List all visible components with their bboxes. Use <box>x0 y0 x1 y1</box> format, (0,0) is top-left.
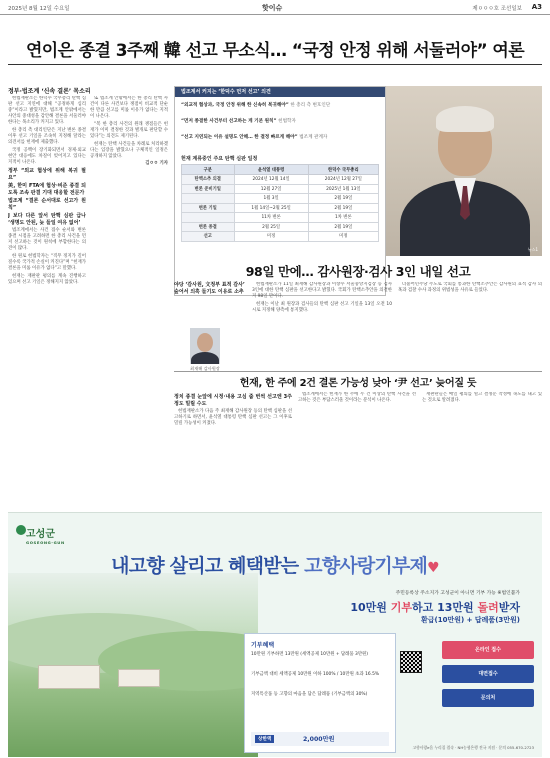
mug-face-shape <box>197 333 213 352</box>
limit-bar <box>251 732 389 746</box>
contact-button[interactable]: 문의처 <box>442 689 534 707</box>
section-rule <box>174 371 542 372</box>
promo-text: 돌려 <box>477 601 499 614</box>
mugshot-caption: 최재해 감사원장 <box>190 366 220 371</box>
table-cell: 1월 3일 <box>234 194 308 204</box>
section-name: 핫이슈 <box>262 4 283 12</box>
reporter-name: 김ㅇㅇ 기자 <box>145 161 168 167</box>
main-headline: 연이은 종결 3주째 韓 선고 무소식… “국정 안정 위해 서둘러야” 여론 <box>25 41 525 61</box>
table-row <box>182 175 379 185</box>
ad-brand-name: 고성군 <box>26 529 55 540</box>
paragraph: 헌법재판소는 한덕수 국무총리 탄핵 심판 선고 지연에 대해 “공정하게 심리 중”이라고 밝혔지만, 법조계 안팎에서는 사안의 중대성을 감안해 결론을 서둘러야 한다는 목소리가 커지고 있다. <box>8 96 86 126</box>
ad-promo <box>350 599 520 615</box>
left-subhead-2b: J 보다 다른 앞서 탄핵 심판 급나 ‘생명도 안된, 늦 들일 여유 없어’ <box>8 213 86 226</box>
paragraph: 헌재는 탄핵 사건들을 차례로 처리하겠다는 입장을 밝혔으나 구체적인 일정은 공개하지 않았다. <box>90 141 168 159</box>
benefit-card-title: 기부혜택 <box>251 642 275 649</box>
paragraph: 더불어민주당 주도로 국회를 통과한 탄핵소추안은 감사원의 표적 감사 의혹과 검찰 수사 과정의 위법성을 사유로 들었다. <box>398 282 542 294</box>
ad-title-part1: 내고향 살리고 혜택받는 <box>111 555 305 577</box>
table-cell: 2024년 12월 27일 <box>308 175 378 185</box>
table-cell: 변론 준비기일 <box>182 184 235 194</box>
paragraph: 헌법재판소가 11일 최재해 감사원장과 이창수 서울중앙지검장 등 검사 3인에 대한 탄핵 심판을 선고한다고 밝혔다. 국회가 탄핵소추안을 의결한 지 98일 만이다. <box>252 282 392 300</box>
benefit-row: 지역특산품 등 고향의 마음을 담은 답례품 (기부금액의 30%) <box>251 692 368 697</box>
ad-title <box>8 551 542 578</box>
promo-text: 받자 <box>498 601 520 614</box>
paragraph: 헌재는 재판관 평의를 계속 진행하고 있으며 선고 기일은 정해지지 않았다. <box>8 273 86 285</box>
third-article-col2 <box>298 392 416 504</box>
paragraph: 법조계에서는 헌재가 한 주에 두 건 이상의 탄핵 사건을 선고하는 것은 부담스러울 것이라는 분석이 나온다. <box>298 392 416 404</box>
third-subhead: 정치 종결 눈앞에 시정·내용 고심 줍 번씩 선고엔 3주 정도 밀릴 수도 <box>174 394 292 407</box>
table-cell: 2월 19일 <box>308 194 378 204</box>
page-header <box>0 0 550 15</box>
table-cell: 2월 25일 <box>234 222 308 232</box>
paragraph: 헌법재판소가 다음 주 최재해 감사원장 등의 탄핵 심판을 선고하기로 하면서, 윤석열 대통령 탄핵 심판 선고는 그 이후로 밀릴 가능성이 커졌다. <box>174 409 292 427</box>
quote-text: “먼저 종결한 사건부터 선고하는 게 기본 원칙” <box>181 119 277 124</box>
table-row <box>182 194 379 204</box>
quote-text: “선고 지연되는 이유 설명도 안해… 한 결정 빠르게 해야” <box>181 135 298 140</box>
offline-apply-button[interactable]: 대면접수 <box>442 665 534 683</box>
headline-rule <box>8 64 542 65</box>
issue-date: 2025년 8월 12일 수요일 <box>8 6 70 12</box>
ad-button-group <box>442 641 534 713</box>
table-row <box>182 203 379 213</box>
table-cell <box>182 213 235 223</box>
table-cell: 11차 변론 <box>234 213 308 223</box>
benefit-card <box>244 633 396 753</box>
goseong-logo-icon <box>16 525 26 535</box>
limit-value: 2,000만원 <box>303 736 335 743</box>
qr-code-icon[interactable] <box>400 651 422 673</box>
schedule-table <box>181 164 379 242</box>
benefit-row: 기부금액 대비 세액공제 10만원 이하 100% / 10만원 초과 16.5% <box>251 672 380 677</box>
left-subhead-1b: 美, 한미 FTA에 협상·비준 종결 되도록 조속 판결 기대 대응할 전문가 <box>8 183 86 196</box>
paragraph: 한 원로 헌법학자는 “직무 정지가 길어질수록 국가적 손실이 커진다”며 “헌재가 결론을 미룰 이유가 없다”고 말했다. <box>8 253 86 272</box>
mugshot-photo <box>190 328 220 364</box>
table-header: 윤석열 대통령 <box>234 165 308 175</box>
quote-source: 헌법학자 <box>278 119 296 124</box>
sub-article-col1 <box>252 282 392 370</box>
table-cell: 2월 19일 <box>308 203 378 213</box>
paragraph: “복 한 총리 사건의 원래 쟁점들은 헌재가 이미 결정한 것과 별개로 판단할 수 있다”는 의견도 제기된다. <box>90 121 168 140</box>
ad-brand <box>26 525 65 545</box>
small-headline: 야당 ‘감사원, 文정부 표적 감사’ 숲어서 의혹 들기도 이유로 소추 <box>174 282 245 295</box>
paragraph: 헌재는 이날 최 원장과 검사들의 탄핵 심판 선고 기일을 13일 오전 10시로 지정해 양측에 통지했다. <box>252 301 392 313</box>
building-shape <box>38 665 100 689</box>
third-article-col3 <box>422 392 542 504</box>
advertisement <box>8 512 542 757</box>
limit-label: 상한액 <box>255 735 274 743</box>
third-headline: 헌재, 한 주에 2건 결론 가능성 낮아 ‘尹 선고’ 늦어질 듯 <box>239 378 477 389</box>
table-cell: 변론 종결 <box>182 222 235 232</box>
photo-credit: 뉴스1 <box>527 247 538 252</box>
quote-source: 한 총리 측 변호인단 <box>290 103 331 108</box>
paragraph: 국정 공백이 장기화되면서 경제·외교 현안 대응에도 차질이 빚어지고 있다는 지적이 나온다. <box>8 147 86 165</box>
ad-title-part2: 고향사랑기부제 <box>304 555 428 577</box>
paragraph: 한 총리 측 대리인단은 지난 변론 종결 이후 선고 기일을 조속히 지정해 달라는 의견서를 헌재에 제출했다. <box>8 127 86 146</box>
left-article-col2 <box>90 96 168 504</box>
table-cell <box>182 194 235 204</box>
table-cell: 2024년 12월 14일 <box>234 175 308 185</box>
left-byline: 정부·법조계 ‘신속 결론’ 목소리 <box>8 88 91 95</box>
quote-text: “외교적 협상과, 국정 안정 위해 한 신속히 복귀해야” <box>181 103 289 108</box>
paragraph: 재판관들은 매일 평의를 열고 결정문 작성에 속도를 내고 있는 것으로 알려졌다. <box>422 392 542 404</box>
publisher-name: 제ㅇㅇㅇ호 조선일보 <box>472 6 522 12</box>
online-apply-button[interactable]: 온라인 접수 <box>442 641 534 659</box>
table-cell: 선고 <box>182 232 235 242</box>
quote-3 <box>181 135 379 141</box>
table-row <box>182 232 379 242</box>
table-cell: 2025년 1월 13일 <box>308 184 378 194</box>
table-row <box>182 184 379 194</box>
photo-hair-shape <box>436 106 494 132</box>
table-header: 한덕수 국무총리 <box>308 165 378 175</box>
page-number: A3 <box>531 3 542 11</box>
promo-text: 10만원 <box>350 601 391 614</box>
table-cell: 탄핵소추 의결 <box>182 175 235 185</box>
quote-source: 법조계 관계자 <box>299 135 328 140</box>
ad-eligibility: 주민등록상 주소지가 고성군이 아니면 기부 가능 ※법인불가 <box>395 591 520 596</box>
building-shape <box>118 669 160 687</box>
left-subhead-2: 법조계 “결론 순서대로 선고가 원칙” <box>8 198 86 211</box>
table-row <box>182 222 379 232</box>
ad-promo-detail: 환급(10만원) + 답례품(3만원) <box>420 616 520 624</box>
quote-2 <box>181 119 379 125</box>
paragraph: 또 법조계 안팎에서는 한 총리 탄핵 사건이 다른 사건보다 쟁점이 비교적 단순한 만큼 선고를 미룰 이유가 없다는 지적이 나온다. <box>90 96 168 120</box>
table-cell: 2월 19일 <box>308 222 378 232</box>
table-header: 구분 <box>182 165 235 175</box>
ad-brand-en: GOSEONG-GUN <box>26 540 65 545</box>
ad-landscape <box>8 573 258 757</box>
ad-fineprint: 고향사랑e음 누리집 접속 · NH농협은행 전국 지점 · 문의 055-670-2723 <box>412 745 534 750</box>
inset-label: 법조계서 커지는 ‘한덕수 먼저 선고’ 의견 <box>175 87 385 97</box>
table-cell: 1월 14일~2월 25일 <box>234 203 308 213</box>
table-cell: 12월 27일 <box>234 184 308 194</box>
portrait-photo <box>386 86 542 256</box>
schedule-table-title: 헌재 계류중인 주요 탄핵 심판 일정 <box>181 156 258 162</box>
heart-icon: ♥ <box>427 560 439 576</box>
table-row <box>182 213 379 223</box>
table-cell: 미정 <box>308 232 378 242</box>
subheadline: 98일 만에… 감사원장·검사 3인 내일 선고 <box>245 264 471 279</box>
third-article-col1 <box>174 392 292 504</box>
table-cell: 변론 기일 <box>182 203 235 213</box>
paragraph: 법조계에서는 사건 접수 순서와 변론 종결 시점을 고려하면 한 총리 사건을 먼저 선고하는 것이 원칙에 부합한다는 의견이 많다. <box>8 228 86 252</box>
quote-1 <box>181 103 379 109</box>
left-subhead-1: 정부 “외교 협상에 위해 복귀 필요” <box>8 168 86 181</box>
table-cell: 미정 <box>234 232 308 242</box>
table-cell: 1차 변론 <box>308 213 378 223</box>
sub-article-col2 <box>398 282 542 370</box>
benefit-row: 10만원 기부하면 13만원 (세액공제 10만원 + 답례품 3만원) <box>251 652 369 657</box>
left-article-col1 <box>8 96 86 504</box>
mug-body-shape <box>191 352 219 364</box>
promo-text: 하고 13만원 <box>411 601 478 614</box>
promo-text: 기부 <box>390 601 412 614</box>
